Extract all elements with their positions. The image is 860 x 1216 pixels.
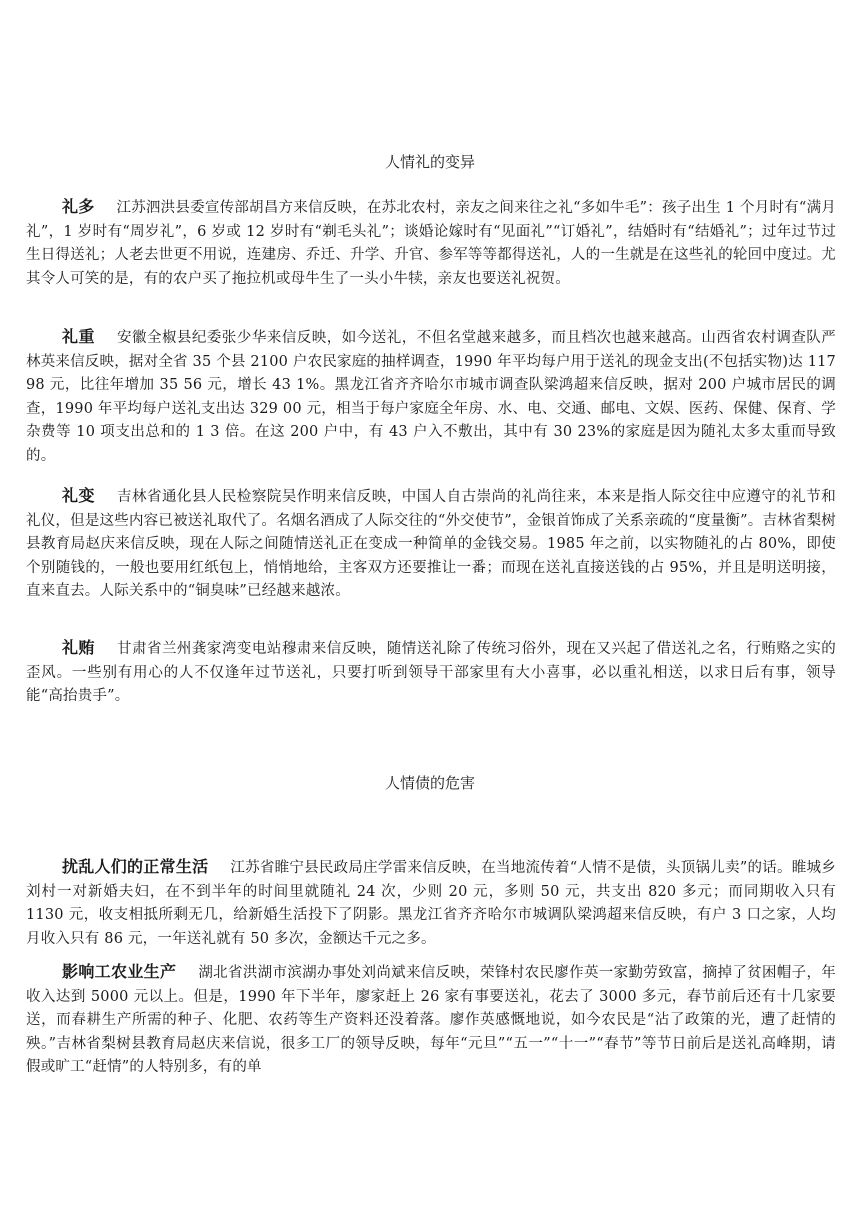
paragraph-gift-heavy [26,325,836,468]
section-title-gift-variation: 人情礼的变异 [384,153,475,171]
paragraph-lead: 礼变 [62,486,95,505]
paragraph-text: 吉林省通化县人民检察院吴作明来信反映，中国人自古崇尚的礼尚往来，本来是指人际交往中应遵守的礼节和礼仪，但是这些内容已被送礼取代了。名烟名酒成了人际交往的“外交使节”，金银首饰成了关系亲疏的“度量衡”。吉林省梨树县教育局赵庆来信反映，现在人际之间随情送礼正在变成一种简单的金钱交易。1985 年之前，以实物随礼的占 80%，即使个别随钱的，一般也要用红纸包上，悄悄地给，主客双方还要推让一番；而现在送礼直接送钱的占 95%，并且是明送明接，直来直去。人际关系中的“铜臭味”已经越来越浓。 [26,489,836,599]
paragraph-gift-change [26,484,836,604]
paragraph-gift-bribe [26,636,836,709]
paragraph-disrupt-life [26,855,836,951]
paragraph-lead: 礼贿 [62,638,95,657]
section-title-debt-harm: 人情债的危害 [384,774,475,792]
paragraph-text: 甘肃省兰州龚家湾变电站穆肃来信反映，随情送礼除了传统习俗外，现在又兴起了借送礼之名，行贿赂之实的歪风。一些别有用心的人不仅逢年过节送礼，只要打听到领导干部家里有大小喜事，必以重礼相送，以求日后有事，领导能“高抬贵手”。 [26,641,836,704]
paragraph-affect-production [26,960,836,1080]
paragraph-text: 江苏泗洪县委宣传部胡昌方来信反映，在苏北农村，亲友之间来往之礼“多如牛毛”：孩子出生 1 个月时有“满月礼”，1 岁时有“周岁礼”，6 岁或 12 岁时有“剃毛头礼”；谈婚论嫁时有“见面礼”“订婚礼”，结婚时有“结婚礼”；过年过节过生日得送礼；人老去世更不用说，连建房、乔迁、升学、升官、参军等等都得送礼，人的一生就是在这些礼的轮回中度过。尤其令人可笑的是，有的农户买了拖拉机或母牛生了一头小牛犊，亲友也要送礼祝贺。 [26,200,837,287]
paragraph-lead: 影响工农业生产 [62,962,177,981]
paragraph-text: 江苏省睢宁县民政局庄学雷来信反映，在当地流传着“人情不是债，头顶锅儿卖”的话。睢城乡刘村一对新婚夫妇，在不到半年的时间里就随礼 24 次，少则 20 元，多则 50 元，共支出 820 多元；而同期收入只有 1130 元，收支相抵所剩无几，给新婚生活投下了阴影。黑龙江省齐齐哈尔市城调队梁鸿超来信反映，有户 3 口之家，人均月收入只有 86 元，一年送礼就有 50 多次，金额达千元之多。 [26,860,836,947]
paragraph-lead: 礼多 [62,197,95,216]
paragraph-text: 安徽全椒县纪委张少华来信反映，如今送礼，不但名堂越来越多，而且档次也越来越高。山西省农村调查队严林英来信反映，据对全省 35 个县 2100 户农民家庭的抽样调查，1990 年平均每户用于送礼的现金支出(不包括实物)达 117 98 元，比往年增加 35 56 元，增长 43 1%。黑龙江省齐齐哈尔市城市调查队梁鸿超来信反映，据对 200 户城市居民的调查，1990 年平均每户送礼支出达 329 00 元，相当于每户家庭全年房、水、电、交通、邮电、文娱、医药、保健、保育、学杂费等 10 项支出总和的 1 3 倍。在这 200 户中，有 43 户入不敷出，其中有 30 23%的家庭是因为随礼太多太重而导致的。 [26,330,836,464]
paragraph-text: 湖北省洪湖市滨湖办事处刘尚斌来信反映，荣锋村农民廖作英一家勤劳致富，摘掉了贫困帽子，年收入达到 5000 元以上。但是，1990 年下半年，廖家赶上 26 家有事要送礼，花去了 3000 多元，春节前后还有十几家要送，而春耕生产所需的种子、化肥、农药等生产资料还没着落。廖作英感慨地说，如今农民是“沾了政策的光，遭了赶情的殃。”吉林省梨树县教育局赵庆来信说，很多工厂的领导反映，每年“元旦”“五一”“十一”“春节”等节日前后是送礼高峰期，请假或旷工“赶情”的人特别多，有的单 [26,965,836,1075]
paragraph-lead: 扰乱人们的正常生活 [62,857,209,876]
paragraph-lead: 礼重 [62,327,95,346]
paragraph-gift-many [26,195,836,291]
